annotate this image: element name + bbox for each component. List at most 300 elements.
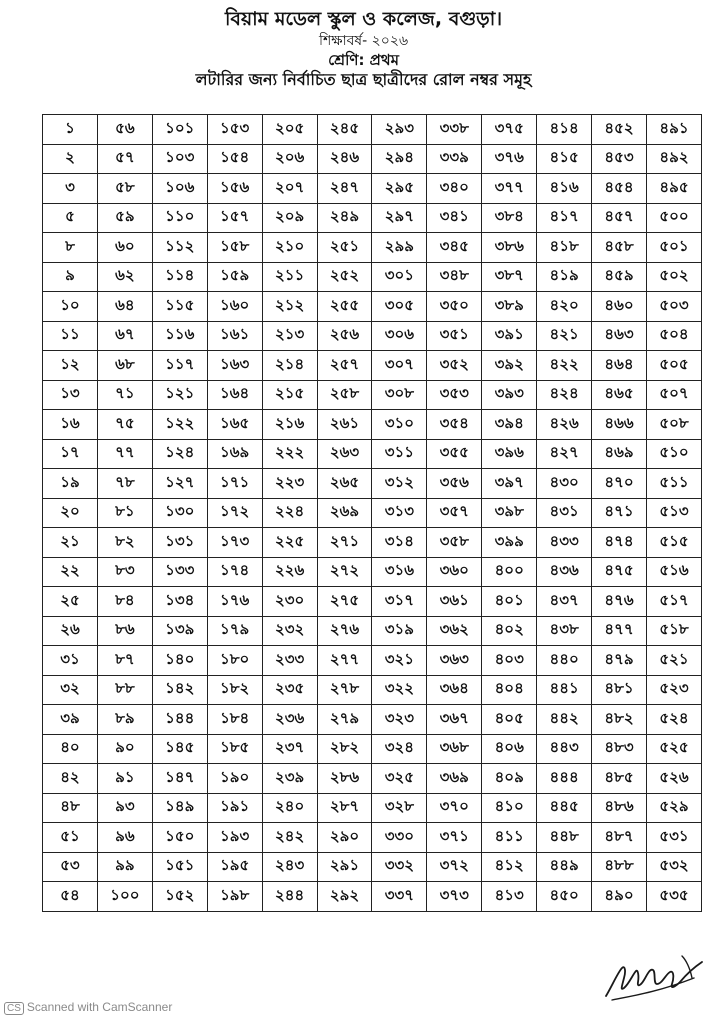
roll-cell: ২৯২: [317, 882, 372, 912]
roll-cell: ৪৬৬: [592, 410, 647, 440]
roll-cell: ১৩: [43, 380, 98, 410]
roll-cell: ১৬১: [207, 321, 262, 351]
roll-cell: ৩৭৬: [482, 144, 537, 174]
roll-cell: ৩৭৩: [427, 882, 482, 912]
roll-cell: ২৬৯: [317, 498, 372, 528]
roll-cell: ১৮৫: [207, 734, 262, 764]
roll-cell: ৪০: [43, 734, 98, 764]
roll-cell: ৮৩: [97, 557, 152, 587]
roll-cell: ৪০০: [482, 557, 537, 587]
table-row: [43, 616, 702, 646]
roll-cell: ২১৪: [262, 351, 317, 381]
roll-cell: ৪১৬: [537, 174, 592, 204]
roll-cell: ৩২২: [372, 675, 427, 705]
roll-cell: ৫৬: [97, 115, 152, 145]
roll-cell: ২: [43, 144, 98, 174]
roll-cell: ২১১: [262, 262, 317, 292]
roll-cell: ২৬৩: [317, 439, 372, 469]
roll-cell: ১৬: [43, 410, 98, 440]
roll-cell: ৫১৩: [646, 498, 701, 528]
roll-cell: ১৯: [43, 469, 98, 499]
roll-cell: ৪২৬: [537, 410, 592, 440]
roll-cell: ২০৯: [262, 203, 317, 233]
roll-cell: ৩৭৭: [482, 174, 537, 204]
roll-cell: ১৮০: [207, 646, 262, 676]
roll-cell: ৪৩৩: [537, 528, 592, 558]
roll-cell: ২৪৪: [262, 882, 317, 912]
roll-cell: ৩৬৭: [427, 705, 482, 735]
handwritten-signature: [598, 938, 713, 1008]
roll-cell: ৯৯: [97, 852, 152, 882]
roll-cell: ১৬৩: [207, 351, 262, 381]
list-title: লটারির জন্য নির্বাচিত ছাত্র ছাত্রীদের রোল নম্বর সমূহ: [195, 69, 532, 89]
roll-cell: ২৭৬: [317, 616, 372, 646]
roll-cell: ২৪৫: [317, 115, 372, 145]
roll-cell: ৪৭৭: [592, 616, 647, 646]
roll-cell: ৫০৪: [646, 321, 701, 351]
roll-cell: ৩৬৪: [427, 675, 482, 705]
roll-cell: ৫১১: [646, 469, 701, 499]
roll-cell: ২৯৯: [372, 233, 427, 263]
roll-cell: ১৪৪: [152, 705, 207, 735]
roll-cell: ২৭৫: [317, 587, 372, 617]
roll-cell: ৩৬৩: [427, 646, 482, 676]
roll-cell: ৩৯: [43, 705, 98, 735]
roll-cell: ৩৯৩: [482, 380, 537, 410]
roll-cell: ৫১৬: [646, 557, 701, 587]
roll-cell: ২১২: [262, 292, 317, 322]
roll-cell: ৩০১: [372, 262, 427, 292]
roll-cell: ২৪২: [262, 823, 317, 853]
roll-cell: ৩৯৭: [482, 469, 537, 499]
roll-cell: ৩৩৯: [427, 144, 482, 174]
roll-cell: ৩০৮: [372, 380, 427, 410]
roll-cell: ৫২৩: [646, 675, 701, 705]
roll-cell: ১: [43, 115, 98, 145]
roll-cell: ৩: [43, 174, 98, 204]
session-year: শিক্ষাবর্ষ- ২০২৬: [318, 32, 409, 49]
roll-cell: ৫১৫: [646, 528, 701, 558]
roll-cell: ৪৪৫: [537, 793, 592, 823]
roll-cell: ৩৫৩: [427, 380, 482, 410]
roll-cell: ২০৬: [262, 144, 317, 174]
roll-cell: ১১০: [152, 203, 207, 233]
roll-cell: ৩২: [43, 675, 98, 705]
roll-cell: ৯১: [97, 764, 152, 794]
roll-cell: ৪৩৬: [537, 557, 592, 587]
roll-cell: ২৩৩: [262, 646, 317, 676]
roll-cell: ৪৮৭: [592, 823, 647, 853]
roll-cell: ৫৪: [43, 882, 98, 912]
roll-cell: ৩৬১: [427, 587, 482, 617]
roll-cell: ৩১৯: [372, 616, 427, 646]
roll-cell: ২২: [43, 557, 98, 587]
roll-cell: ৪৬৪: [592, 351, 647, 381]
roll-cell: ৪৭৫: [592, 557, 647, 587]
roll-cell: ৪৩৭: [537, 587, 592, 617]
roll-cell: ৪১০: [482, 793, 537, 823]
table-row: [43, 262, 702, 292]
roll-cell: ৪৭৯: [592, 646, 647, 676]
roll-cell: ৩৮৯: [482, 292, 537, 322]
roll-cell: ৩১৪: [372, 528, 427, 558]
table-row: [43, 498, 702, 528]
roll-cell: ২০৫: [262, 115, 317, 145]
roll-cell: ৪৬৫: [592, 380, 647, 410]
roll-cell: ৩৩২: [372, 852, 427, 882]
roll-cell: ৩৫০: [427, 292, 482, 322]
roll-cell: ৩৬৯: [427, 764, 482, 794]
roll-cell: ৩৬০: [427, 557, 482, 587]
roll-cell: ২৮৭: [317, 793, 372, 823]
roll-cell: ৩৪৫: [427, 233, 482, 263]
roll-cell: ২৪৬: [317, 144, 372, 174]
table-row: [43, 587, 702, 617]
roll-cell: ২৫১: [317, 233, 372, 263]
roll-cell: ৪২৪: [537, 380, 592, 410]
roll-cell: ৩৫২: [427, 351, 482, 381]
roll-cell: ১১৬: [152, 321, 207, 351]
camscanner-logo-icon: CS: [4, 1002, 24, 1015]
roll-cell: ২৫২: [317, 262, 372, 292]
roll-cell: ৪৬৩: [592, 321, 647, 351]
roll-cell: ৫১৭: [646, 587, 701, 617]
roll-cell: ১৪২: [152, 675, 207, 705]
roll-cell: ১৫৩: [207, 115, 262, 145]
roll-cell: ৮৯: [97, 705, 152, 735]
roll-cell: ৫১৮: [646, 616, 701, 646]
roll-cell: ৪৮৮: [592, 852, 647, 882]
roll-cell: ৫২৬: [646, 764, 701, 794]
roll-cell: ৫৩২: [646, 852, 701, 882]
roll-cell: ৫১০: [646, 439, 701, 469]
roll-cell: ১৬৯: [207, 439, 262, 469]
roll-cell: ৬২: [97, 262, 152, 292]
roll-cell: ৪৮৬: [592, 793, 647, 823]
roll-cell: ২২৬: [262, 557, 317, 587]
roll-cell: ৩৫৬: [427, 469, 482, 499]
roll-cell: ২৮২: [317, 734, 372, 764]
roll-cell: ৪০১: [482, 587, 537, 617]
roll-cell: ১১২: [152, 233, 207, 263]
roll-cell: ১১৫: [152, 292, 207, 322]
roll-cell: ২২৪: [262, 498, 317, 528]
roll-cell: ৩১১: [372, 439, 427, 469]
roll-cell: ৪৭১: [592, 498, 647, 528]
roll-cell: ৪৫৩: [592, 144, 647, 174]
roll-cell: ৩২১: [372, 646, 427, 676]
roll-cell: ৩৯৮: [482, 498, 537, 528]
roll-cell: ৩৩৭: [372, 882, 427, 912]
roll-cell: ১৪০: [152, 646, 207, 676]
roll-cell: ১০১: [152, 115, 207, 145]
scanner-watermark: [4, 1000, 172, 1015]
table-row: [43, 882, 702, 912]
roll-cell: ২৩২: [262, 616, 317, 646]
table-row: [43, 675, 702, 705]
roll-cell: ৩৭৫: [482, 115, 537, 145]
roll-cell: ৪৪৩: [537, 734, 592, 764]
roll-table-body: [43, 115, 702, 912]
roll-cell: ১৫৯: [207, 262, 262, 292]
roll-cell: ৪৮১: [592, 675, 647, 705]
roll-cell: ৮৭: [97, 646, 152, 676]
roll-cell: ৫০২: [646, 262, 701, 292]
roll-cell: ১৩৩: [152, 557, 207, 587]
roll-cell: ১৫৭: [207, 203, 262, 233]
roll-cell: ১৬৫: [207, 410, 262, 440]
table-row: [43, 203, 702, 233]
roll-cell: ১৫৮: [207, 233, 262, 263]
roll-cell: ১০০: [97, 882, 152, 912]
roll-cell: ২১৫: [262, 380, 317, 410]
roll-cell: ২৬১: [317, 410, 372, 440]
roll-cell: ১৭: [43, 439, 98, 469]
roll-cell: ৪৬৯: [592, 439, 647, 469]
roll-cell: ৩১২: [372, 469, 427, 499]
roll-cell: ১০৬: [152, 174, 207, 204]
roll-cell: ৫৭: [97, 144, 152, 174]
roll-cell: ৫২১: [646, 646, 701, 676]
roll-cell: ৪০৫: [482, 705, 537, 735]
roll-cell: ২২৩: [262, 469, 317, 499]
roll-cell: ১৪৯: [152, 793, 207, 823]
roll-cell: ১১৪: [152, 262, 207, 292]
roll-cell: ২৩৬: [262, 705, 317, 735]
roll-cell: ৪৫০: [537, 882, 592, 912]
roll-cell: ১৫২: [152, 882, 207, 912]
roll-cell: ৩২৩: [372, 705, 427, 735]
roll-cell: ২৪৯: [317, 203, 372, 233]
table-row: [43, 793, 702, 823]
school-name: বিয়াম মডেল স্কুল ও কলেজ, বগুড়া।: [224, 8, 503, 30]
table-row: [43, 321, 702, 351]
roll-cell: ৩৫১: [427, 321, 482, 351]
roll-cell: ৩৩৮: [427, 115, 482, 145]
roll-cell: ২৯৩: [372, 115, 427, 145]
roll-cell: ৪০২: [482, 616, 537, 646]
roll-cell: ২৫৮: [317, 380, 372, 410]
roll-cell: ১৪৫: [152, 734, 207, 764]
roll-cell: ৪১১: [482, 823, 537, 853]
roll-cell: ৫০৩: [646, 292, 701, 322]
roll-cell: ২৫: [43, 587, 98, 617]
roll-cell: ৭৮: [97, 469, 152, 499]
roll-cell: ৩৪৮: [427, 262, 482, 292]
roll-cell: ৪২১: [537, 321, 592, 351]
table-row: [43, 410, 702, 440]
roll-cell: ৪০৩: [482, 646, 537, 676]
roll-cell: ১৮২: [207, 675, 262, 705]
roll-cell: ৬৮: [97, 351, 152, 381]
roll-cell: ৮২: [97, 528, 152, 558]
roll-cell: ৪১৭: [537, 203, 592, 233]
roll-cell: ৩৬৮: [427, 734, 482, 764]
roll-cell: ২১০: [262, 233, 317, 263]
roll-cell: ৪৯১: [646, 115, 701, 145]
roll-cell: ৯০: [97, 734, 152, 764]
roll-cell: ৭৭: [97, 439, 152, 469]
roll-cell: ২১৬: [262, 410, 317, 440]
roll-cell: ৪০৬: [482, 734, 537, 764]
roll-cell: ৫০১: [646, 233, 701, 263]
roll-cell: ৩৫৭: [427, 498, 482, 528]
roll-cell: ৩১৬: [372, 557, 427, 587]
roll-cell: ৫৩১: [646, 823, 701, 853]
roll-cell: ৩০৬: [372, 321, 427, 351]
table-row: [43, 469, 702, 499]
table-row: [43, 705, 702, 735]
roll-cell: ৩২৫: [372, 764, 427, 794]
roll-cell: ১২৭: [152, 469, 207, 499]
roll-cell: ৫২৫: [646, 734, 701, 764]
roll-number-table: [42, 114, 702, 912]
table-row: [43, 823, 702, 853]
table-row: [43, 852, 702, 882]
roll-cell: ৩৯২: [482, 351, 537, 381]
roll-cell: ২০: [43, 498, 98, 528]
roll-cell: ৪৩০: [537, 469, 592, 499]
roll-cell: ২৯৭: [372, 203, 427, 233]
roll-cell: ৩২৪: [372, 734, 427, 764]
roll-cell: ১৫৪: [207, 144, 262, 174]
roll-cell: ৪৩৮: [537, 616, 592, 646]
roll-cell: ৩১০: [372, 410, 427, 440]
table-row: [43, 380, 702, 410]
roll-cell: ৩৭২: [427, 852, 482, 882]
roll-cell: ৩১: [43, 646, 98, 676]
class-label: শ্রেণি: প্রথম: [328, 50, 399, 69]
roll-cell: ২৯১: [317, 852, 372, 882]
roll-cell: ৫৮: [97, 174, 152, 204]
roll-cell: ৩৮৭: [482, 262, 537, 292]
roll-cell: ৩৫৮: [427, 528, 482, 558]
roll-cell: ১৯০: [207, 764, 262, 794]
roll-cell: ১৩৪: [152, 587, 207, 617]
roll-cell: ২৯০: [317, 823, 372, 853]
roll-cell: ৩৬২: [427, 616, 482, 646]
roll-cell: ১২৪: [152, 439, 207, 469]
roll-cell: ২৮৬: [317, 764, 372, 794]
roll-cell: ১৩৯: [152, 616, 207, 646]
roll-cell: ৪২২: [537, 351, 592, 381]
roll-cell: ৫০০: [646, 203, 701, 233]
roll-cell: ২৭৯: [317, 705, 372, 735]
roll-cell: ৪৪৮: [537, 823, 592, 853]
roll-cell: ২৪৭: [317, 174, 372, 204]
roll-cell: ১৫৬: [207, 174, 262, 204]
roll-cell: ৬৪: [97, 292, 152, 322]
roll-cell: ৪২০: [537, 292, 592, 322]
roll-cell: ৪৯২: [646, 144, 701, 174]
roll-cell: ৩৯১: [482, 321, 537, 351]
roll-cell: ১১৭: [152, 351, 207, 381]
roll-cell: ৬৭: [97, 321, 152, 351]
roll-cell: ৪৯৫: [646, 174, 701, 204]
roll-cell: ৪৮৩: [592, 734, 647, 764]
roll-cell: ১৬৪: [207, 380, 262, 410]
roll-cell: ৩৯৬: [482, 439, 537, 469]
roll-cell: ৯৬: [97, 823, 152, 853]
roll-cell: ৫: [43, 203, 98, 233]
roll-cell: ২৪৩: [262, 852, 317, 882]
roll-cell: ৩৪১: [427, 203, 482, 233]
roll-cell: ১৯৮: [207, 882, 262, 912]
roll-cell: ১১: [43, 321, 98, 351]
roll-cell: ৫২৯: [646, 793, 701, 823]
table-row: [43, 528, 702, 558]
roll-cell: ৪০৯: [482, 764, 537, 794]
roll-cell: ৩০৭: [372, 351, 427, 381]
roll-cell: ৩১৭: [372, 587, 427, 617]
roll-cell: ১৯৫: [207, 852, 262, 882]
roll-cell: ৪০৪: [482, 675, 537, 705]
roll-cell: ২৩৯: [262, 764, 317, 794]
table-row: [43, 646, 702, 676]
roll-cell: ১২১: [152, 380, 207, 410]
roll-cell: ১৬০: [207, 292, 262, 322]
roll-cell: ২৭২: [317, 557, 372, 587]
roll-cell: ৫০৮: [646, 410, 701, 440]
roll-cell: ১২: [43, 351, 98, 381]
roll-cell: ২৯৪: [372, 144, 427, 174]
roll-cell: ৪২৭: [537, 439, 592, 469]
roll-cell: ২৩৫: [262, 675, 317, 705]
roll-cell: ৪৫৯: [592, 262, 647, 292]
roll-cell: ৪১৫: [537, 144, 592, 174]
roll-cell: ৪৫৭: [592, 203, 647, 233]
roll-cell: ৯: [43, 262, 98, 292]
roll-cell: ২০৭: [262, 174, 317, 204]
roll-cell: ২৫৭: [317, 351, 372, 381]
roll-cell: ১৭২: [207, 498, 262, 528]
roll-cell: ২৬৫: [317, 469, 372, 499]
roll-cell: ২১: [43, 528, 98, 558]
roll-cell: ৩০৫: [372, 292, 427, 322]
roll-cell: ৩৫৪: [427, 410, 482, 440]
roll-cell: ৪৮৫: [592, 764, 647, 794]
roll-cell: ৪৩১: [537, 498, 592, 528]
roll-cell: ৩৮৪: [482, 203, 537, 233]
roll-cell: ১৪৭: [152, 764, 207, 794]
roll-cell: ১৫০: [152, 823, 207, 853]
table-row: [43, 292, 702, 322]
roll-cell: ৪৭৪: [592, 528, 647, 558]
roll-cell: ১৯৩: [207, 823, 262, 853]
table-row: [43, 734, 702, 764]
roll-cell: ৪৫৮: [592, 233, 647, 263]
roll-cell: ৯৩: [97, 793, 152, 823]
roll-cell: ৪৪০: [537, 646, 592, 676]
roll-cell: ৪৭৬: [592, 587, 647, 617]
roll-cell: ৩৭০: [427, 793, 482, 823]
roll-cell: ২৩৭: [262, 734, 317, 764]
roll-cell: ২৩০: [262, 587, 317, 617]
document-header: [0, 6, 727, 89]
roll-cell: ১৭৬: [207, 587, 262, 617]
roll-cell: ১২২: [152, 410, 207, 440]
roll-cell: ৬০: [97, 233, 152, 263]
roll-cell: ৫৯: [97, 203, 152, 233]
roll-cell: ৭৫: [97, 410, 152, 440]
roll-cell: ৫২৪: [646, 705, 701, 735]
roll-cell: ৪৬০: [592, 292, 647, 322]
roll-cell: ১৭৯: [207, 616, 262, 646]
roll-cell: ১৭১: [207, 469, 262, 499]
roll-cell: ৪২: [43, 764, 98, 794]
roll-cell: ১৩০: [152, 498, 207, 528]
roll-cell: ৩১৩: [372, 498, 427, 528]
